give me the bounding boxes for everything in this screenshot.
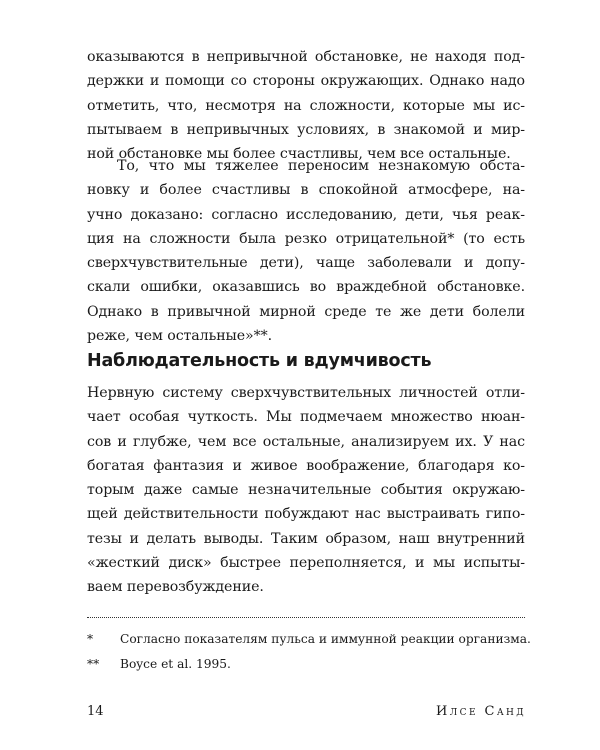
section-paragraph bbox=[87, 381, 525, 600]
text-line: Нервную систему сверхчувствительных личностей отли- bbox=[87, 385, 525, 401]
text-line: реже, чем остальные»**. bbox=[87, 328, 273, 345]
page-number: 14 bbox=[87, 704, 104, 719]
text-line: торым даже самые незначительные события окружаю- bbox=[87, 482, 525, 499]
text-line: ция на сложности была резко отрицательной* (то есть bbox=[87, 230, 525, 247]
text-line: чает особая чуткость. Мы подмечаем множество нюан- bbox=[87, 409, 525, 426]
text-line: сов и глубже, чем все остальные, анализируем их. У нас bbox=[87, 433, 525, 450]
footnote-mark: ** bbox=[87, 657, 100, 671]
text-line: ной обстановке мы более счастливы, чем все остальные. bbox=[87, 146, 511, 163]
text-line: держки и помощи со стороны окружающих. Однако надо bbox=[87, 73, 525, 90]
text-line: сверхчувствительные дети), чаще заболевали и допу- bbox=[87, 255, 525, 272]
continuation-paragraph bbox=[87, 45, 525, 166]
text-line: Однако в привычной мирной среде те же дети болели bbox=[87, 303, 525, 320]
text-line: То, что мы тяжелее переносим незнакомую обста- bbox=[117, 158, 525, 174]
text-line: учно доказано: согласно исследованию, дети, чья реак- bbox=[87, 206, 525, 223]
text-line: ваем перевозбуждение. bbox=[87, 579, 264, 596]
footnote-divider bbox=[87, 617, 525, 618]
footnote-text: Согласно показателям пульса и иммунной реакции организма. bbox=[120, 632, 531, 646]
text-line: новку и более счастливы в спокойной атмосфере, на- bbox=[87, 182, 525, 199]
text-line: щей действительности побуждают нас выстраивать гипо- bbox=[87, 506, 525, 523]
text-line: богатая фантазия и живое воображение, благодаря ко- bbox=[87, 457, 525, 474]
text-line: отметить, что, несмотря на сложности, которые мы ис- bbox=[87, 97, 525, 114]
study-paragraph bbox=[87, 154, 525, 348]
section-heading: Наблюдательность и вдумчивость bbox=[87, 351, 432, 371]
text-line: скали ошибки, оказавшись во враждебной обстановке. bbox=[87, 279, 525, 296]
text-line: тезы и делать выводы. Таким образом, наш внутренний bbox=[87, 530, 525, 547]
running-head-author: Илсе Санд bbox=[436, 704, 526, 719]
text-line: «жесткий диск» быстрее переполняется, и мы испыты- bbox=[87, 555, 525, 572]
text-line: пытываем в непривычных условиях, в знакомой и мир- bbox=[87, 121, 525, 138]
footnote-text: Boyce et al. 1995. bbox=[120, 657, 231, 671]
footnote-mark: * bbox=[87, 632, 94, 646]
text-line: оказываются в непривычной обстановке, не находя под- bbox=[87, 49, 525, 65]
